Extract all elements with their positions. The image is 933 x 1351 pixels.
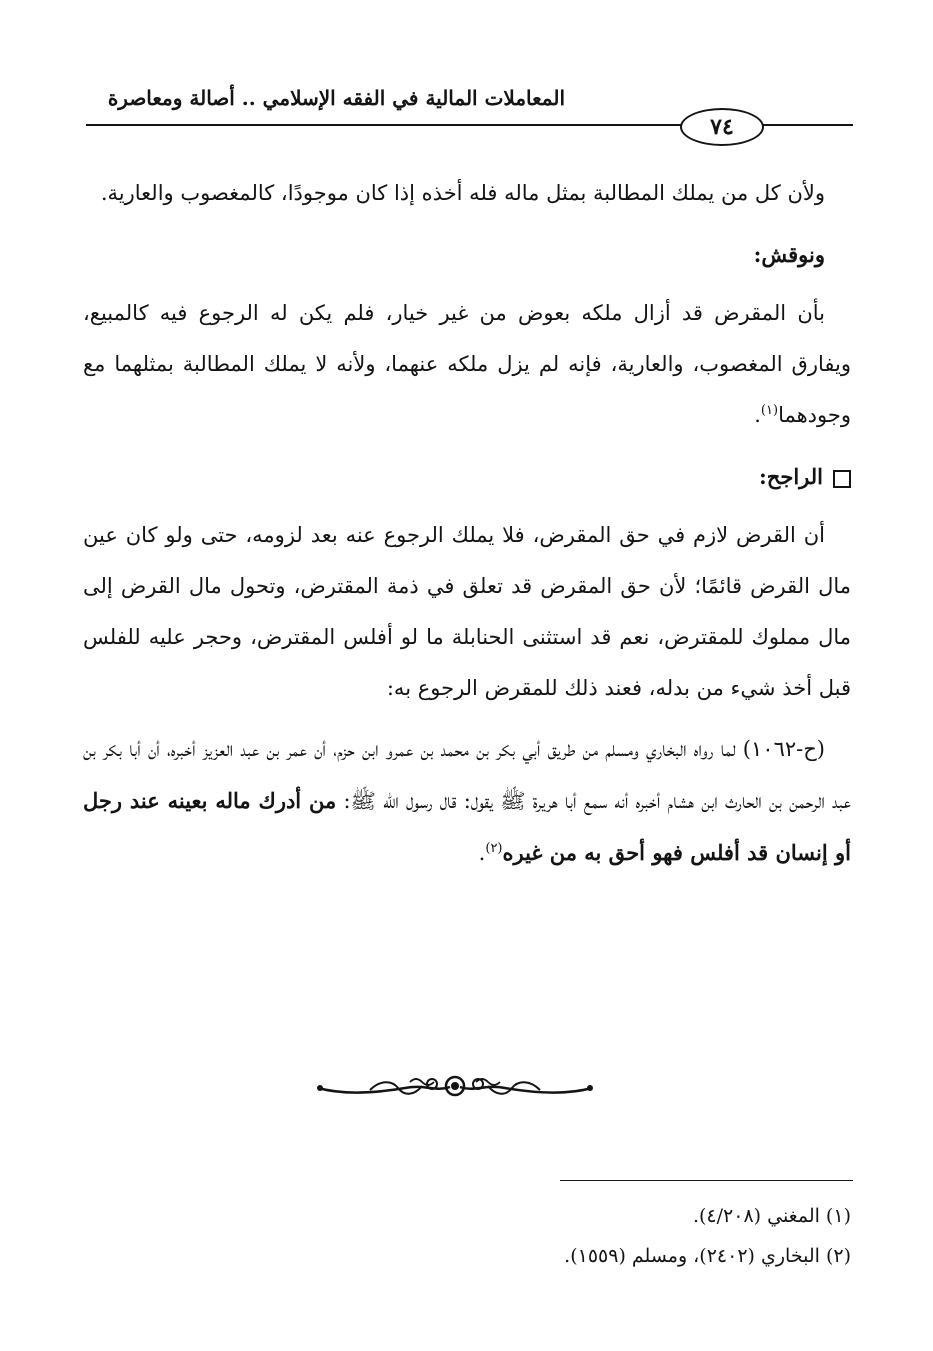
hadith-quote: من أدرك ماله بعينه عند رجل أو إنسان قد أفلس فهو أحق به من غيره (83, 788, 851, 865)
ornament-divider-icon (310, 1072, 600, 1102)
footnote-1: (١) المغني (٤/٢٠٨). (692, 1205, 851, 1227)
paragraph-2-end: . (754, 403, 761, 427)
running-title: المعاملات المالية في الفقه الإسلامي .. أصالة ومعاصرة (107, 86, 565, 110)
footnote-2: (٢) البخاري (٢٤٠٢)، ومسلم (١٥٥٩). (564, 1245, 851, 1267)
paragraph-3: أن القرض لازم في حق المقرض، فلا يملك الرجوع عنه بعد لزومه، حتى ولو كان عين مال القرض قائمًا؛ لأن حق المقرض قد تعلق في ذمة المقترض، وتحول مال القرض إلى مال مملوك للمقترض، نعم قد استثنى الحنابلة ما لو أفلس المقترض، وحجر عليه للفلس قبل أخذ شيء من بدله، فعند ذلك للمقرض الرجوع به: (83, 523, 851, 700)
paragraph-4 (83, 724, 851, 879)
paragraph-1: ولأن كل من يملك المطالبة بمثل ماله فله أخذه إذا كان موجودًا، كالمغصوب والعارية. (100, 181, 825, 205)
paragraph-4-text: (ح-١٠٦٢) لما رواه البخاري ومسلم من طريق أبي بكر بن محمد بن عمرو ابن حزم، أن عمر بن عبد العزيز أخبره، أن أبا بكر بن عبد الرحمن بن الحارث ابن هشام أخبره أنه سمع أبا هريرة ﷺ يقول: قال رسول الله ﷺ: (83, 737, 851, 813)
body-text (83, 168, 851, 889)
heading-preferred (83, 451, 851, 502)
footnotes (83, 1196, 851, 1276)
page-number: ٧٤ (680, 108, 764, 146)
heading-preferred-label: الراجح: (759, 464, 823, 489)
footnote-ref-1[interactable]: (١) (760, 403, 779, 418)
square-bullet-icon (833, 470, 851, 488)
heading-discussion: ونوقش: (753, 242, 825, 267)
paragraph-2 (83, 288, 851, 441)
footnote-ref-2[interactable]: (٢) (485, 841, 503, 856)
footnote-rule (560, 1180, 853, 1181)
paragraph-2-text: بأن المقرض قد أزال ملكه بعوض من غير خيار، فلم يكن له الرجوع فيه كالمبيع، ويفارق المغصوب، والعارية، فإنه لم يزل ملكه عنهما، ولأنه لا يملك المطالبة بمثلهما مع وجودهما (83, 301, 851, 427)
paragraph-4-end: . (478, 841, 486, 865)
